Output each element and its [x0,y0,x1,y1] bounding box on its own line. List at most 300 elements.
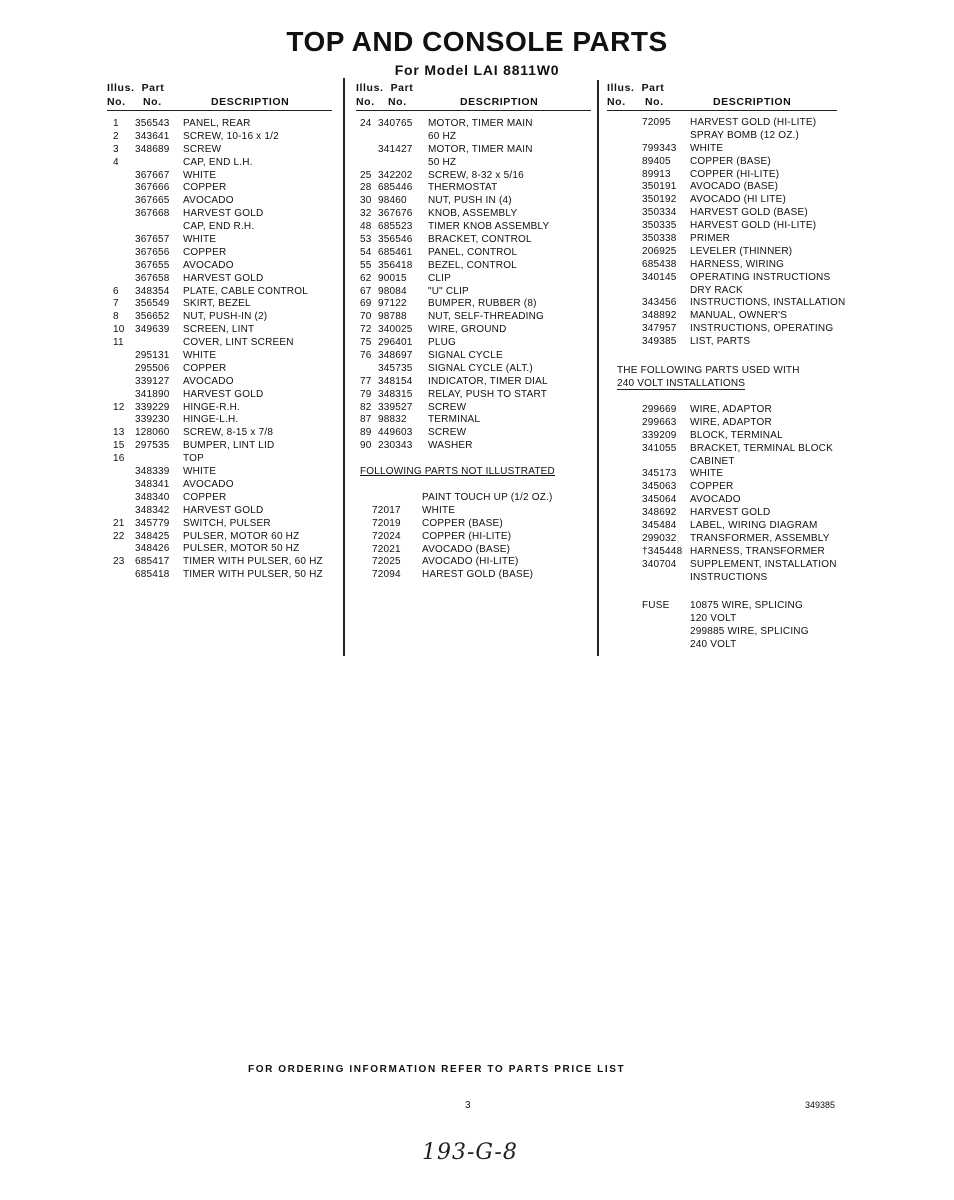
illus-number [612,323,642,336]
part-description: AVOCADO (BASE) [422,543,511,555]
part-number: FUSE [642,600,670,611]
column-header [607,82,837,111]
table-row [107,118,323,131]
part-description: SCREW [428,401,467,413]
table-row [358,182,549,195]
handwritten-annotation: 193-G-8 [422,1140,518,1165]
illus-number: 79 [360,388,372,400]
table-row [107,492,323,505]
illus-number: 55 [360,259,372,271]
table-row [358,440,549,453]
table-row [612,613,809,626]
part-number: 90015 [378,272,407,284]
part-description: NUT, PUSH-IN (2) [183,311,268,323]
illus-number: 8 [113,311,119,323]
column-divider [343,78,345,656]
illus-number [352,556,372,569]
part-description: TIMER WITH PULSER, 60 HZ [183,556,323,568]
part-number: 367667 [135,169,170,181]
part-number: 350334 [642,207,677,219]
part-number: 356652 [135,311,170,323]
part-description: NUT, SELF-THREADING [428,311,545,323]
illus-number: 11 [113,337,124,349]
table-row [612,520,837,533]
table-row [358,389,549,402]
part-number: 299663 [642,416,677,428]
illus-number [358,131,378,144]
part-number: 345064 [642,494,677,506]
illus-number [107,247,135,260]
table-row [358,427,549,440]
part-description: SCREW, 10-16 x 1/2 [183,130,279,142]
table-row [358,376,549,389]
part-number: 341427 [378,143,413,155]
part-description: PLUG [428,337,457,349]
illus-number [612,494,642,507]
part-number [378,157,428,170]
part-number [372,492,422,505]
illus-number: 77 [360,375,372,387]
part-description: INSTRUCTIONS [690,571,768,583]
illus-number: 75 [360,337,372,349]
table-row [352,556,553,569]
part-number: 339209 [642,429,677,441]
table-row [107,543,323,556]
table-row [107,208,323,221]
table-row [107,518,323,531]
table-row [107,427,323,440]
part-number: 340145 [642,271,677,283]
paint-touchup-list [352,492,553,582]
table-row [107,286,323,299]
part-description: HARVEST GOLD [183,388,264,400]
table-row [612,443,837,456]
part-number: 72025 [372,556,401,568]
illus-number [612,297,642,310]
table-row [352,518,553,531]
part-description: INSTRUCTIONS, INSTALLATION [690,297,846,309]
illus-number [612,456,642,469]
illus-number [612,207,642,220]
table-row [612,130,845,143]
part-description: HARVEST GOLD (HI-LITE) [690,220,817,232]
parts-list-col2 [358,118,549,453]
part-description: AVOCADO [183,259,234,271]
page-number: 3 [465,1100,471,1111]
part-number: 348426 [135,543,170,555]
part-description: HAREST GOLD (BASE) [422,569,534,581]
table-row [612,533,837,546]
table-row [612,169,845,182]
part-description: AVOCADO [690,494,741,506]
illus-number [612,507,642,520]
table-row [107,311,323,324]
part-description: 299885 WIRE, SPLICING [690,625,809,637]
illus-number: 48 [360,221,372,233]
table-row [612,310,845,323]
column-divider [597,80,599,656]
part-description: LEVELER (THINNER) [690,245,793,257]
part-number: 356418 [378,259,413,271]
part-description: BUMPER, LINT LID [183,440,275,452]
illus-number: 16 [113,453,125,465]
part-description: COPPER (BASE) [690,155,771,167]
table-row [107,182,323,195]
illus-number [107,492,135,505]
part-description: 240 VOLT [690,638,737,650]
part-description: WHITE [183,350,217,362]
table-row [612,272,845,285]
illus-number: 2 [113,130,119,142]
part-number: 297535 [135,440,170,452]
part-description: LABEL, WIRING DIAGRAM [690,520,818,532]
illus-number [612,613,642,626]
part-description: OPERATING INSTRUCTIONS [690,271,831,283]
illus-number: 28 [360,182,372,194]
part-description: COPPER [183,362,227,374]
illus-number [107,505,135,518]
part-number: 348354 [135,285,170,297]
illus-number [352,544,372,557]
table-row [358,157,549,170]
part-description: LIST, PARTS [690,336,751,348]
illus-number: 67 [360,285,372,297]
table-row [358,273,549,286]
part-description: COPPER [183,182,227,194]
part-description: HARVEST GOLD [183,208,264,220]
part-number: 367656 [135,246,170,258]
part-description: WIRE, ADAPTOR [690,416,772,428]
illus-number: 25 [360,169,372,181]
part-number: 340765 [378,118,413,129]
part-description: SUPPLEMENT, INSTALLATION [690,558,837,570]
part-number: 299032 [642,532,677,544]
part-description: SIGNAL CYCLE (ALT.) [428,362,533,374]
part-description: "U" CLIP [428,285,469,297]
table-row [107,273,323,286]
table-row [358,208,549,221]
illus-number: 6 [113,285,119,297]
part-description: SCREW, 8-32 x 5/16 [428,169,524,181]
part-number [135,221,183,234]
illus-number [612,259,642,272]
part-number: 350192 [642,194,677,206]
part-number: 342202 [378,169,413,181]
part-number: 348425 [135,530,170,542]
illus-number [612,481,642,494]
part-description: MOTOR, TIMER MAIN [428,118,533,129]
part-description: RELAY, PUSH TO START [428,388,548,400]
table-row [358,131,549,144]
part-number: 72095 [642,117,671,128]
table-row [612,600,809,613]
part-description: HARVEST GOLD (BASE) [690,207,808,219]
part-number [642,130,690,143]
illus-number [612,310,642,323]
table-row [358,118,549,131]
part-number [642,456,690,469]
table-row [612,481,837,494]
illus-number: 13 [113,427,125,439]
table-row [358,144,549,157]
part-description: BRACKET, CONTROL [428,234,532,246]
illus-number [107,543,135,556]
table-row [612,626,809,639]
table-row [612,572,837,585]
part-description: CAP, END R.H. [183,221,255,233]
part-number: 89913 [642,168,671,180]
part-number: 341890 [135,388,170,400]
illus-number: 32 [360,208,372,220]
part-description: COPPER [690,481,734,493]
part-number: 98460 [378,195,407,207]
part-number: 367655 [135,259,170,271]
parts-list-col1 [107,118,323,582]
part-number [642,285,690,298]
table-row [352,505,553,518]
part-number: 367666 [135,182,170,194]
illus-number [612,220,642,233]
illus-number: 76 [360,350,372,362]
header-part-top: Part [641,82,665,94]
table-row [612,207,845,220]
illus-number: 90 [360,440,372,452]
header-illus-no: No. [356,96,375,108]
part-description: BUMPER, RUBBER (8) [428,298,537,310]
part-number: 348154 [378,375,413,387]
illus-number [107,389,135,402]
part-description: HINGE-L.H. [183,414,239,426]
illus-number: 15 [113,440,125,452]
parts-list-col3 [612,117,845,349]
table-row [612,507,837,520]
part-description: SPRAY BOMB (12 OZ.) [690,129,800,141]
table-row [612,456,837,469]
part-number: 356546 [378,234,413,246]
part-number: 348692 [642,507,677,519]
part-number: 349385 [642,336,677,348]
ordering-note: FOR ORDERING INFORMATION REFER TO PARTS PRICE LIST [248,1064,626,1075]
header-illus-no: No. [607,96,626,108]
part-number: 348315 [378,388,413,400]
part-number: 340025 [378,324,413,336]
part-number: 356549 [135,298,170,310]
part-number: 72021 [372,543,401,555]
part-number: 367658 [135,272,170,284]
table-row [358,170,549,183]
table-row [612,546,837,559]
illus-number [107,479,135,492]
table-row [358,247,549,260]
illus-number: 4 [113,156,119,168]
table-row [352,544,553,557]
part-number [642,572,690,585]
header-description: DESCRIPTION [211,96,290,108]
illus-number [107,208,135,221]
table-row [612,246,845,259]
illus-number: 87 [360,414,372,426]
illus-number [107,221,135,234]
page-title: TOP AND CONSOLE PARTS [286,26,668,57]
illus-number [612,468,642,481]
illus-number [612,130,642,143]
part-description: PRIMER [690,233,731,245]
illus-number [358,157,378,170]
column-header [356,82,591,111]
part-description: SKIRT, BEZEL [183,298,251,310]
part-description: BEZEL, CONTROL [428,259,517,271]
illus-number: 3 [113,143,119,155]
column-header [107,82,332,111]
illus-number [107,182,135,195]
table-row [612,181,845,194]
table-row [612,559,837,572]
illus-number [612,194,642,207]
part-description: MOTOR, TIMER MAIN [428,143,533,155]
table-row [612,194,845,207]
part-number: 345484 [642,520,677,532]
illus-number: 12 [113,401,125,413]
part-description: SCREEN, LINT [183,324,255,336]
illus-number [612,443,642,456]
table-row [107,195,323,208]
part-number: 72017 [372,504,401,516]
table-row [107,389,323,402]
illus-number: 53 [360,234,372,246]
part-number: 348689 [135,143,170,155]
table-row [107,234,323,247]
illus-number [107,363,135,376]
part-description: PULSER, MOTOR 60 HZ [183,530,300,542]
illus-number: 1 [113,118,119,129]
table-row [358,337,549,350]
volt-note-line2: 240 VOLT INSTALLATIONS [617,378,746,389]
header-illus-top: Illus. [607,82,635,94]
part-number: 299669 [642,404,677,415]
illus-number [612,430,642,443]
part-description: HARNESS, WIRING [690,258,785,270]
part-description: WIRE, GROUND [428,324,507,336]
volt-note-line1: THE FOLLOWING PARTS USED WITH [617,365,800,376]
part-number: 339527 [378,401,413,413]
document-number: 349385 [805,1100,836,1110]
table-row [352,492,553,505]
part-number: 345779 [135,517,170,529]
illus-number [612,169,642,182]
part-description: WHITE [183,169,217,181]
part-number: 98832 [378,414,407,426]
table-row [107,440,323,453]
illus-number: 62 [360,272,372,284]
table-row [107,260,323,273]
part-description: PLATE, CABLE CONTROL [183,285,308,297]
illus-number [107,195,135,208]
table-row [107,402,323,415]
part-description: AVOCADO [183,375,234,387]
part-number: 350191 [642,181,677,193]
illus-number: 82 [360,401,372,413]
header-part-no: No. [388,96,407,108]
table-row [612,220,845,233]
part-description: WHITE [422,504,456,516]
illus-number [612,404,642,417]
illus-number [612,233,642,246]
table-row [612,156,845,169]
illus-number [107,273,135,286]
table-row [612,259,845,272]
table-row [107,479,323,492]
table-row [612,233,845,246]
part-description: CAP, END L.H. [183,156,253,168]
part-description: AVOCADO (HI LITE) [690,194,787,206]
table-row [612,285,845,298]
illus-number: 89 [360,427,372,439]
table-row [358,260,549,273]
header-part-no: No. [143,96,162,108]
part-number: 350335 [642,220,677,232]
table-row [612,639,809,652]
table-row [612,417,837,430]
part-description: HARVEST GOLD [183,504,264,516]
table-row [358,414,549,427]
illus-number: 22 [113,530,125,542]
part-number: 449603 [378,427,413,439]
table-row [352,531,553,544]
illus-number [352,492,372,505]
table-row [358,311,549,324]
part-description: COPPER (HI-LITE) [690,168,780,180]
table-row [107,453,323,466]
table-row [358,324,549,337]
illus-number [107,170,135,183]
header-part-no: No. [645,96,664,108]
part-description: COVER, LINT SCREEN [183,337,294,349]
part-number [135,157,183,170]
table-row [107,157,323,170]
illus-number: 7 [113,298,119,310]
part-description: SCREW, 8-15 x 7/8 [183,427,274,439]
table-row [107,363,323,376]
illus-number [612,143,642,156]
illus-number: 72 [360,324,372,336]
part-description: TRANSFORMER, ASSEMBLY [690,532,830,544]
illus-number [352,569,372,582]
part-number: 295131 [135,350,170,362]
table-row [107,170,323,183]
part-description: DRY RACK [690,284,743,296]
illus-number [612,156,642,169]
table-row [612,336,845,349]
part-number: 367668 [135,208,170,220]
part-description: COPPER (HI-LITE) [422,530,512,542]
part-description: HARVEST GOLD [183,272,264,284]
table-row [107,144,323,157]
part-number: 89405 [642,155,671,167]
table-row [358,363,549,376]
part-number: 347957 [642,323,677,335]
part-description: HARVEST GOLD [690,507,771,519]
table-row [612,430,837,443]
part-description: 50 HZ [428,156,457,168]
part-number: 345063 [642,481,677,493]
part-description: INDICATOR, TIMER DIAL [428,375,548,387]
part-description: MANUAL, OWNER'S [690,310,788,322]
illus-number [612,117,642,130]
illus-number [352,505,372,518]
part-number: 799343 [642,142,677,154]
part-number: 72094 [372,569,401,581]
table-row [612,143,845,156]
